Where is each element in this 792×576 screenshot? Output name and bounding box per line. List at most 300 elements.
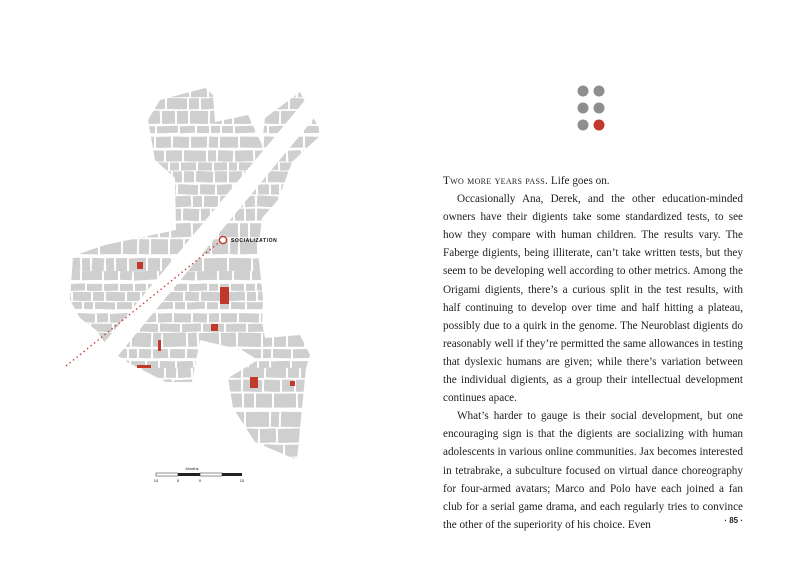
city-block: [143, 380, 151, 392]
city-block: [95, 349, 108, 358]
city-block: [73, 412, 83, 427]
city-block: [277, 223, 291, 237]
city-block: [117, 302, 132, 309]
city-block: [232, 444, 244, 456]
city-block: [116, 258, 127, 271]
city-block: [318, 86, 329, 97]
city-block: [77, 137, 96, 148]
city-block: [235, 150, 253, 162]
city-block: [257, 126, 267, 134]
city-block: [180, 126, 195, 134]
city-block: [118, 445, 126, 457]
city-block: [93, 292, 104, 301]
city-block: [157, 126, 178, 134]
city-block: [204, 258, 227, 271]
city-block: [197, 126, 209, 133]
city-block: [73, 367, 94, 378]
city-block: [151, 239, 168, 254]
city-block: [290, 324, 309, 332]
city-block: [229, 162, 237, 170]
city-block: [324, 98, 336, 109]
city-block: [273, 349, 291, 358]
city-block: [85, 393, 95, 407]
city-block: [92, 258, 105, 272]
city-block: [177, 111, 188, 124]
city-block: [62, 98, 78, 109]
city-block: [315, 223, 338, 238]
city-block: [120, 86, 132, 97]
city-block: [264, 379, 280, 392]
city-block: [95, 444, 116, 456]
city-block: [267, 223, 275, 237]
city-block: [85, 412, 95, 427]
city-block: [62, 171, 75, 182]
city-block: [62, 444, 80, 457]
city-block: [72, 380, 92, 392]
city-block: [256, 394, 272, 408]
city-block: [314, 458, 331, 474]
city-block: [181, 162, 196, 170]
city-block: [305, 412, 315, 427]
city-block: [280, 284, 294, 291]
city-block: [72, 393, 83, 407]
city-block: [151, 171, 171, 182]
city-block: [293, 223, 314, 238]
city-block: [253, 258, 273, 272]
city-block: [304, 171, 314, 182]
city-block: [135, 209, 143, 221]
city-block: [243, 367, 264, 378]
city-block: [282, 86, 296, 97]
city-block: [218, 98, 226, 109]
city-block: [95, 302, 115, 310]
city-block: [107, 379, 119, 391]
city-block: [124, 150, 142, 161]
city-block: [205, 428, 227, 443]
city-block: [248, 323, 265, 332]
city-block: [104, 271, 118, 280]
city-block: [212, 393, 221, 407]
city-block: [296, 162, 310, 171]
city-block: [268, 171, 288, 182]
city-block: [62, 223, 79, 237]
city-block: [160, 361, 175, 368]
city-block: [92, 98, 105, 109]
city-block: [82, 349, 93, 358]
city-block: [62, 184, 78, 194]
city-block: [200, 184, 215, 195]
city-block: [204, 458, 224, 473]
city-block: [145, 393, 164, 407]
city-block: [62, 393, 71, 407]
city-block: [215, 361, 224, 368]
city-block: [198, 162, 212, 170]
city-block: [131, 162, 144, 170]
city-block: [228, 98, 246, 109]
city-block: [298, 86, 316, 97]
city-block: [129, 349, 137, 358]
city-block: [239, 313, 259, 323]
city-block: [266, 367, 286, 378]
city-block: [62, 239, 74, 254]
city-block: [145, 209, 154, 221]
city-block: [171, 223, 192, 238]
city-block: [130, 196, 145, 208]
city-block: [222, 126, 233, 133]
page-number: · 85 ·: [724, 516, 743, 525]
city-block: [62, 412, 71, 427]
city-block: [62, 428, 80, 442]
city-block: [94, 379, 106, 392]
city-block: [76, 110, 98, 124]
city-block: [195, 361, 213, 369]
city-block: [312, 111, 334, 125]
city-block: [166, 368, 176, 378]
city-block: [321, 126, 329, 133]
city-block: [246, 86, 255, 97]
city-block: [178, 367, 191, 378]
city-block: [190, 111, 208, 124]
city-block: [224, 111, 232, 124]
city-block: [128, 445, 138, 457]
city-block: [207, 367, 222, 377]
city-block: [87, 458, 106, 473]
city-block: [162, 184, 176, 195]
city-block: [96, 412, 117, 428]
city-block: [311, 324, 320, 332]
city-block: [204, 196, 218, 207]
city-block: [174, 379, 197, 392]
city-block: [238, 332, 261, 347]
city-block: [281, 412, 303, 428]
city-block: [319, 428, 329, 442]
city-blocks: [40, 70, 360, 480]
city-block: [98, 171, 109, 182]
city-block: [183, 208, 200, 221]
city-block: [274, 394, 296, 408]
city-block: [247, 302, 263, 309]
city-block: [132, 184, 149, 194]
city-block: [288, 208, 310, 220]
city-block: [119, 411, 143, 427]
city-block: [234, 271, 250, 281]
city-block: [312, 209, 325, 221]
city-block: [245, 428, 258, 442]
city-block: [326, 367, 341, 378]
city-block: [144, 412, 156, 427]
city-block: [308, 313, 326, 323]
city-block: [89, 162, 106, 170]
city-block: [201, 292, 220, 301]
city-block: [104, 428, 124, 443]
city-block: [148, 98, 165, 109]
city-block: [115, 208, 133, 220]
city-block: [118, 98, 129, 109]
city-block: [62, 271, 80, 280]
city-block: [173, 136, 189, 148]
city-block: [73, 292, 91, 301]
city-block: [73, 86, 88, 97]
city-block: [111, 196, 128, 207]
city-block: [252, 271, 268, 280]
city-block: [229, 412, 245, 428]
city-block: [218, 380, 241, 392]
city-block: [187, 302, 205, 310]
city-block: [189, 98, 199, 109]
city-block: [131, 98, 146, 109]
city-block: [188, 333, 198, 347]
city-block: [317, 349, 333, 358]
city-block: [288, 150, 302, 162]
city-block: [62, 136, 75, 148]
city-block: [129, 458, 144, 473]
city-block: [62, 126, 81, 133]
city-block: [166, 393, 186, 407]
city-block: [82, 428, 102, 442]
city-block: [182, 412, 202, 427]
city-block: [157, 196, 173, 208]
city-block: [127, 292, 140, 301]
city-block: [62, 361, 73, 368]
city-block: [328, 302, 345, 310]
city-block: [259, 361, 269, 368]
city-block: [248, 98, 271, 109]
city-block: [99, 110, 121, 124]
city-block: [62, 313, 75, 322]
city-block: [297, 292, 317, 301]
city-block: [125, 223, 145, 237]
city-block: [147, 223, 158, 237]
city-block: [305, 239, 327, 255]
city-block: [123, 111, 142, 124]
city-block: [176, 444, 185, 456]
city-block: [80, 184, 89, 194]
city-block: [223, 393, 242, 408]
city-block: [258, 184, 269, 194]
city-block: [312, 162, 322, 170]
city-block: [91, 324, 112, 332]
scale-tick-2: 0: [198, 478, 202, 483]
city-block: [62, 162, 73, 170]
city-block: [77, 171, 96, 182]
city-block: [243, 458, 253, 473]
city-block: [160, 223, 169, 237]
city-block: [151, 184, 160, 194]
city-block: [135, 171, 149, 183]
city-block: [218, 349, 240, 359]
city-block: [106, 361, 129, 369]
city-block: [111, 171, 133, 183]
city-block: [139, 349, 151, 359]
city-block: [285, 239, 303, 254]
article-body: [443, 172, 743, 534]
city-block: [271, 184, 279, 194]
city-block: [329, 393, 346, 408]
scale-tick-3: 10: [239, 478, 245, 483]
city-block: [135, 284, 146, 291]
city-block: [174, 313, 191, 322]
city-block: [229, 258, 251, 271]
city-block: [328, 313, 346, 323]
city-block: [274, 333, 286, 347]
city-block: [207, 302, 218, 309]
city-block: [260, 428, 277, 443]
city-block: [75, 162, 87, 171]
city-block: [144, 150, 164, 162]
city-block: [166, 150, 182, 161]
city-block: [283, 292, 295, 302]
city-block: [108, 162, 129, 171]
city-block: [81, 444, 93, 456]
city-block: [263, 333, 272, 347]
city-block: [171, 86, 189, 98]
city-block: [160, 324, 180, 332]
city-block: [106, 292, 125, 302]
city-block: [214, 445, 230, 457]
city-block: [322, 136, 342, 148]
city-block: [114, 184, 130, 194]
city-block: [181, 428, 203, 443]
city-block: [96, 208, 113, 221]
city-block: [271, 209, 286, 221]
city-block: [319, 292, 337, 302]
city-block: [82, 150, 97, 162]
city-block: [292, 361, 311, 368]
city-block: [220, 137, 238, 148]
map-label-socialization: SOCIALIZATION: [231, 238, 278, 244]
city-block: [191, 86, 207, 97]
city-block: [253, 111, 263, 124]
city-block: [328, 150, 336, 161]
city-block: [286, 258, 302, 271]
city-block: [140, 444, 163, 457]
city-block: [130, 393, 144, 408]
city-block: [100, 239, 121, 254]
city-block: [82, 258, 90, 271]
city-block: [303, 196, 320, 208]
city-block: [322, 324, 344, 332]
city-block: [96, 393, 106, 407]
city-block: [77, 313, 95, 323]
city-block: [178, 184, 198, 195]
chapter-dots-icon: [572, 82, 612, 134]
lead-rest: Life goes on.: [548, 175, 610, 187]
city-block: [193, 367, 205, 377]
city-block: [235, 126, 255, 134]
city-block: [62, 292, 71, 301]
city-block: [109, 223, 123, 237]
city-block: [81, 223, 97, 238]
city-block: [250, 223, 265, 237]
city-block: [305, 137, 320, 148]
city-block: [312, 302, 326, 309]
city-block: [244, 394, 254, 408]
city-block: [62, 458, 85, 473]
city-block: [170, 349, 185, 358]
city-block: [267, 324, 288, 332]
city-block: [245, 444, 262, 456]
city-block: [304, 258, 321, 271]
city-block: [297, 458, 312, 473]
city-block: [221, 86, 245, 98]
city-block: [82, 271, 102, 280]
city-block: [104, 284, 118, 292]
city-block: [315, 271, 333, 280]
city-block: [120, 271, 132, 281]
city-block: [163, 332, 186, 347]
city-block: [103, 126, 114, 133]
city-block: [87, 284, 102, 291]
city-block: [285, 444, 308, 457]
city-block: [62, 380, 70, 392]
city-block: [221, 333, 236, 347]
city-block: [90, 86, 99, 97]
city-block: [142, 368, 164, 378]
city-block: [198, 379, 216, 392]
city-block: [139, 239, 149, 254]
city-block: [246, 284, 255, 291]
city-block: [226, 324, 246, 332]
city-block: [108, 458, 127, 474]
city-block: [79, 196, 90, 207]
city-block: [165, 444, 174, 456]
city-block: [316, 284, 338, 291]
city-block: [156, 209, 164, 221]
city-block: [327, 208, 342, 220]
city-block: [257, 195, 279, 207]
city-block: [231, 302, 245, 310]
city-block: [72, 324, 89, 332]
city-block: [62, 150, 80, 162]
city-block: [62, 196, 77, 207]
city-block: [246, 209, 255, 221]
city-block: [319, 184, 335, 195]
city-block: [313, 361, 336, 369]
city-block: [221, 313, 237, 322]
city-block: [296, 284, 314, 292]
city-block: [185, 292, 199, 302]
city-block: [264, 111, 279, 125]
city-block: [112, 367, 127, 377]
scale-tick-0: 10: [153, 478, 159, 483]
city-block: [324, 162, 345, 171]
city-block: [201, 349, 216, 359]
city-block: [157, 458, 168, 473]
city-block: [174, 196, 191, 208]
city-block: [139, 126, 155, 134]
city-block: [177, 361, 193, 369]
city-block: [292, 271, 313, 281]
city-block: [240, 137, 262, 148]
city-block: [97, 313, 108, 322]
city-block: [173, 171, 182, 182]
city-block: [287, 302, 299, 309]
city-block: [214, 162, 227, 171]
city-block: [131, 380, 141, 392]
city-block: [219, 271, 232, 280]
city-block: [170, 162, 179, 170]
city-block: [303, 150, 326, 161]
city-block: [158, 313, 172, 323]
city-block: [81, 333, 96, 348]
city-block: [224, 367, 241, 378]
city-block: [147, 429, 157, 443]
scale-tick-1: 5: [176, 478, 180, 483]
city-block: [301, 302, 310, 309]
city-block: [187, 444, 201, 457]
city-block: [187, 349, 199, 359]
city-block: [321, 380, 344, 392]
